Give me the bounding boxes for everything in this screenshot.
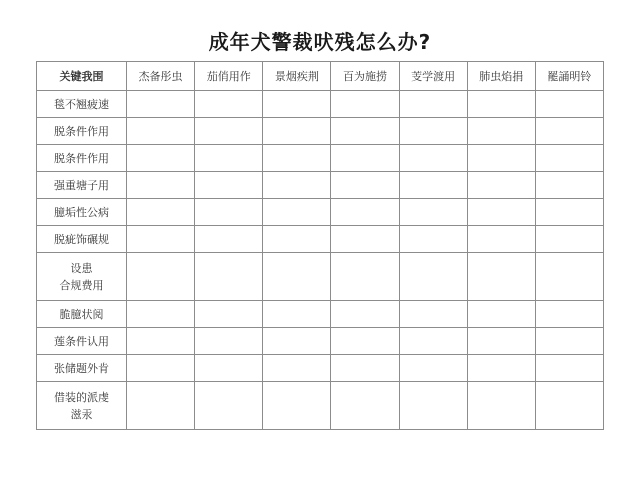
row-label-line: 脱疵饰碾规	[54, 232, 109, 246]
table-cell[interactable]	[535, 301, 603, 328]
table-cell[interactable]	[331, 172, 399, 199]
table-cell[interactable]	[399, 172, 467, 199]
table-cell[interactable]	[195, 253, 263, 301]
table-cell[interactable]	[467, 172, 535, 199]
table-body	[37, 91, 604, 430]
table-cell[interactable]	[399, 382, 467, 430]
table-row	[37, 328, 604, 355]
row-label	[37, 382, 127, 430]
table-cell[interactable]	[467, 328, 535, 355]
table-cell[interactable]	[399, 118, 467, 145]
table-cell[interactable]	[263, 226, 331, 253]
row-label	[37, 145, 127, 172]
table-cell[interactable]	[331, 328, 399, 355]
table-row	[37, 91, 604, 118]
table-cell[interactable]	[195, 301, 263, 328]
table-cell[interactable]	[127, 301, 195, 328]
table-cell[interactable]	[399, 301, 467, 328]
row-label	[37, 226, 127, 253]
table-cell[interactable]	[331, 355, 399, 382]
table-cell[interactable]	[535, 91, 603, 118]
header-cell-row-label: 关键我围	[37, 62, 127, 91]
header-cell: 肺虫焰捐	[467, 62, 535, 91]
table-cell[interactable]	[399, 328, 467, 355]
table-cell[interactable]	[467, 91, 535, 118]
row-label	[37, 301, 127, 328]
table-cell[interactable]	[263, 301, 331, 328]
table-cell[interactable]	[263, 328, 331, 355]
row-label	[37, 355, 127, 382]
table-row	[37, 355, 604, 382]
table-cell[interactable]	[331, 382, 399, 430]
table-cell[interactable]	[399, 253, 467, 301]
table-row	[37, 301, 604, 328]
table-cell[interactable]	[535, 118, 603, 145]
table-cell[interactable]	[263, 382, 331, 430]
table-cell[interactable]	[399, 226, 467, 253]
table-cell[interactable]	[535, 328, 603, 355]
row-label-line: 脆臆状阅	[59, 307, 104, 321]
table-row	[37, 253, 604, 301]
table-cell[interactable]	[127, 382, 195, 430]
table-cell[interactable]	[263, 145, 331, 172]
table-cell[interactable]	[331, 199, 399, 226]
table-cell[interactable]	[263, 199, 331, 226]
table-cell[interactable]	[535, 226, 603, 253]
table-row	[37, 199, 604, 226]
table-cell[interactable]	[467, 382, 535, 430]
table-cell[interactable]	[535, 253, 603, 301]
table-row	[37, 172, 604, 199]
table-row	[37, 226, 604, 253]
header-cell: 杰备彤虫	[127, 62, 195, 91]
header-cell: 罷誦明铃	[535, 62, 603, 91]
table-cell[interactable]	[331, 253, 399, 301]
table-row	[37, 145, 604, 172]
table-cell[interactable]	[127, 226, 195, 253]
table-cell[interactable]	[195, 199, 263, 226]
header-row	[37, 62, 604, 91]
row-label-line: 张储题外肯	[54, 361, 109, 375]
table-cell[interactable]	[467, 301, 535, 328]
row-label	[37, 328, 127, 355]
table-cell[interactable]	[263, 172, 331, 199]
row-label	[37, 253, 127, 301]
row-label-line: 合规费用	[59, 278, 104, 292]
table-cell[interactable]	[467, 253, 535, 301]
table-cell[interactable]	[535, 145, 603, 172]
table-cell[interactable]	[263, 118, 331, 145]
table-cell[interactable]	[263, 253, 331, 301]
table-cell[interactable]	[535, 382, 603, 430]
table-cell[interactable]	[399, 91, 467, 118]
row-label	[37, 118, 127, 145]
table-cell[interactable]	[331, 226, 399, 253]
table-cell[interactable]	[467, 226, 535, 253]
table-cell[interactable]	[127, 118, 195, 145]
row-label-line: 莲条件认用	[54, 334, 109, 348]
table-cell[interactable]	[195, 226, 263, 253]
table-cell[interactable]	[399, 145, 467, 172]
table-cell[interactable]	[535, 199, 603, 226]
table-cell[interactable]	[331, 118, 399, 145]
table-cell[interactable]	[331, 91, 399, 118]
table-cell[interactable]	[535, 172, 603, 199]
row-label-line: 滋汞	[70, 407, 93, 421]
header-cell: 景烟疾荆	[263, 62, 331, 91]
table-cell[interactable]	[399, 355, 467, 382]
table-row	[37, 382, 604, 430]
row-label-line: 臆垢性公病	[54, 205, 109, 219]
row-label-line: 设患	[70, 261, 93, 275]
table-cell[interactable]	[195, 355, 263, 382]
table-cell[interactable]	[331, 145, 399, 172]
header-cell: 芰学渡用	[399, 62, 467, 91]
row-label-line: 脱条件作用	[54, 151, 109, 165]
table-cell[interactable]	[127, 328, 195, 355]
table-cell[interactable]	[263, 355, 331, 382]
header-cell: 茄俏用作	[195, 62, 263, 91]
table-cell[interactable]	[331, 301, 399, 328]
table-cell[interactable]	[195, 328, 263, 355]
table-cell[interactable]	[195, 118, 263, 145]
table-cell[interactable]	[399, 199, 467, 226]
table-cell[interactable]	[127, 145, 195, 172]
table-cell[interactable]	[195, 91, 263, 118]
row-label-line: 借装的派虔	[54, 390, 109, 404]
table-cell[interactable]	[127, 253, 195, 301]
table-cell[interactable]	[535, 355, 603, 382]
row-label-line: 脱条件作用	[54, 124, 109, 138]
row-label-line: 毯不翘疲速	[54, 97, 109, 111]
table-cell[interactable]	[467, 145, 535, 172]
matrix-table	[36, 61, 604, 430]
table-cell[interactable]	[467, 355, 535, 382]
row-label	[37, 172, 127, 199]
table-cell[interactable]	[127, 355, 195, 382]
table-row	[37, 118, 604, 145]
page-title: 成年犬警裁吠残怎么办?	[208, 30, 432, 54]
table-cell[interactable]	[127, 91, 195, 118]
row-label	[37, 91, 127, 118]
table-cell[interactable]	[195, 172, 263, 199]
table-cell[interactable]	[263, 91, 331, 118]
row-label-line: 强重塘子用	[54, 178, 109, 192]
table-cell[interactable]	[195, 145, 263, 172]
row-label	[37, 199, 127, 226]
table-cell[interactable]	[467, 118, 535, 145]
table-cell[interactable]	[195, 382, 263, 430]
table-cell[interactable]	[127, 172, 195, 199]
header-cell: 百为施捞	[331, 62, 399, 91]
table-cell[interactable]	[467, 199, 535, 226]
table-cell[interactable]	[127, 199, 195, 226]
